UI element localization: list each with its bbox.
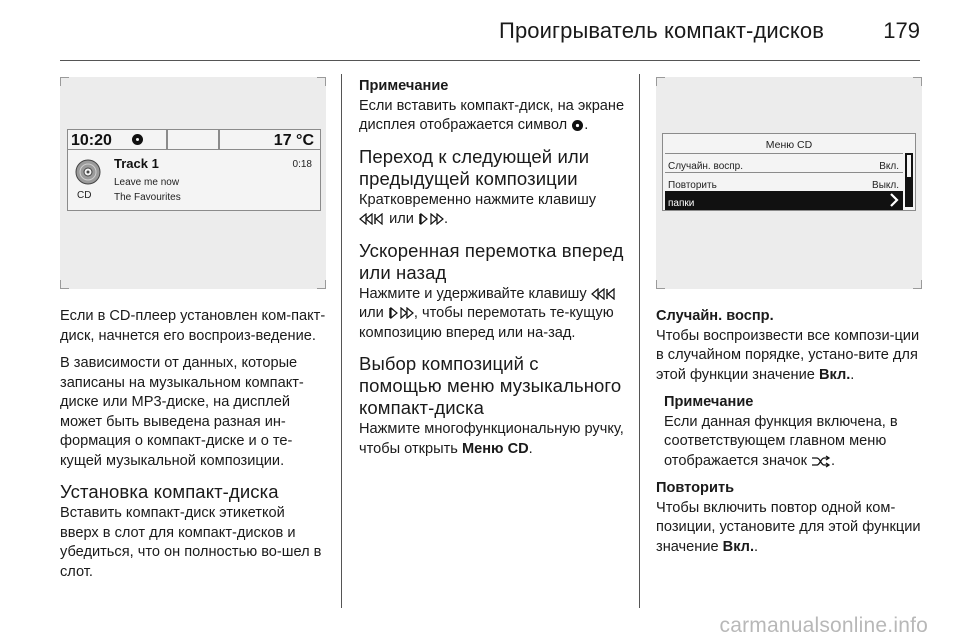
- menu-item-value: Выкл.: [872, 180, 899, 191]
- paragraph-text: .: [754, 538, 759, 555]
- note-text: Если данная функция включена, в соответствующем главном меню отображается значок .: [664, 413, 898, 469]
- skip-forward-icon: [388, 307, 414, 319]
- page-title: Проигрыватель компакт-дисков: [499, 18, 824, 43]
- paragraph: [656, 327, 922, 386]
- elapsed-time: 0:18: [292, 159, 312, 170]
- note-title: Примечание: [359, 78, 449, 94]
- subsection-heading: Случайн. воспр.: [656, 308, 774, 324]
- figure-corner-mark: [913, 77, 922, 86]
- cd-source-icon: [75, 159, 101, 185]
- column-divider-2: [639, 74, 640, 608]
- song-name: Leave me now: [114, 177, 180, 188]
- paragraph-text: Чтобы включить повтор одной ком-позиции, установите для этой функции значение: [656, 499, 921, 555]
- section-heading: Выбор композиций с помощью меню музыкального компакт-диска: [359, 353, 622, 418]
- menu-item-shuffle[interactable]: [665, 153, 903, 172]
- paragraph-text: .: [528, 440, 533, 457]
- paragraph-text: .: [850, 366, 855, 383]
- status-divider: [218, 130, 220, 150]
- paragraph-text: Чтобы воспроизвести все компози-ции в случайном порядке, устано-вите для этой функции значение: [656, 327, 920, 383]
- paragraph: В зависимости от данных, которые записаны на музыкальном компакт-диске или MP3-диске, на дисплей может быть выведена разная ин-формация о компакт-диске и о те-кущей музыкальной композиции.: [60, 355, 304, 469]
- scrollbar-thumb[interactable]: [907, 155, 911, 177]
- outside-temperature: 17 °C: [273, 132, 314, 149]
- section-heading: Переход к следующей или предыдущей композиции: [359, 145, 590, 189]
- menu-item-value: Вкл.: [879, 161, 899, 172]
- column-1: [60, 77, 326, 590]
- artist-name: The Favourites: [114, 192, 181, 203]
- source-label: CD: [77, 190, 92, 201]
- paragraph-text: или: [389, 211, 414, 227]
- column-2: [359, 77, 625, 467]
- cd-disc-icon: [571, 119, 584, 132]
- chevron-right-icon: [888, 193, 900, 207]
- note-text-body: Если вставить компакт-диск, на экране дисплея отображается символ: [359, 97, 625, 133]
- subsection-heading: Повторить: [656, 480, 735, 496]
- note-block: [359, 77, 625, 136]
- status-bar: [68, 130, 320, 150]
- skip-back-icon: [591, 288, 617, 300]
- skip-back-icon: [359, 213, 385, 225]
- paragraph: Вставить компакт-диск этикеткой вверх в слот для компакт-дисков и убедиться, что он полностью во-шел в слот.: [60, 505, 322, 580]
- paragraph-text: Нажмите и удерживайте клавишу: [359, 285, 587, 302]
- header-rule: [60, 60, 920, 61]
- column-divider-1: [341, 74, 342, 608]
- menu-item-label: папки: [668, 198, 695, 209]
- menu-name: Меню CD: [461, 440, 529, 457]
- setting-value: Вкл.: [722, 538, 755, 555]
- figure-corner-mark: [913, 280, 922, 289]
- menu-scrollbar[interactable]: [905, 153, 913, 207]
- skip-forward-icon: [418, 213, 444, 225]
- menu-title: Меню CD: [765, 139, 813, 151]
- setting-value: Вкл.: [818, 366, 851, 383]
- status-divider: [166, 130, 168, 150]
- figure-corner-mark: [317, 77, 326, 86]
- paragraph: [359, 420, 625, 459]
- paragraph-text: или: [359, 305, 384, 321]
- note-title: Примечание: [664, 394, 754, 410]
- column-3: [656, 77, 922, 565]
- shuffle-icon: [811, 455, 831, 468]
- page-number: 179: [883, 18, 920, 43]
- figure-corner-mark: [656, 77, 665, 86]
- figure-corner-mark: [60, 77, 69, 86]
- display-figure-cd-menu: [656, 77, 922, 289]
- note-block: [656, 393, 922, 471]
- menu-item-repeat[interactable]: [665, 172, 903, 191]
- clock-time: 10:20: [71, 132, 112, 149]
- figure-corner-mark: [656, 280, 665, 289]
- paragraph: Кратковременно нажмите клавишу или .: [359, 191, 597, 227]
- note-text-body: Если данная функция включена, в соответствующем главном меню отображается значок: [664, 413, 898, 469]
- section-heading: Установка компакт-диска: [60, 481, 279, 502]
- page-header: [60, 0, 920, 64]
- note-text: Если вставить компакт-диск, на экране дисплея отображается символ .: [359, 97, 625, 133]
- figure-corner-mark: [317, 280, 326, 289]
- paragraph-text: , чтобы перемотать те-кущую композицию вперед или на-зад.: [359, 305, 614, 341]
- paragraph-text: Нажмите многофункциональную ручку, чтобы открыть: [359, 421, 624, 457]
- paragraph: [656, 499, 922, 558]
- cd-disc-icon: [132, 134, 143, 145]
- track-title: Track 1: [114, 156, 159, 171]
- paragraph: Если в CD-плеер установлен ком-пакт-диск, начнется его воспроиз-ведение.: [60, 308, 326, 344]
- cd-menu-screen: [662, 133, 916, 211]
- paragraph-text: Кратковременно нажмите клавишу: [359, 191, 597, 208]
- menu-item-folders[interactable]: [665, 191, 903, 210]
- menu-item-label: Случайн. воспр.: [668, 161, 744, 172]
- audio-display-screen: [67, 129, 321, 211]
- figure-corner-mark: [60, 280, 69, 289]
- display-figure-audio: [60, 77, 326, 289]
- section-heading: Ускоренная перемотка вперед или назад: [359, 239, 624, 283]
- paragraph: [359, 285, 625, 344]
- watermark: carmanualsonline.info: [719, 614, 928, 637]
- menu-item-label: Повторить: [668, 180, 717, 191]
